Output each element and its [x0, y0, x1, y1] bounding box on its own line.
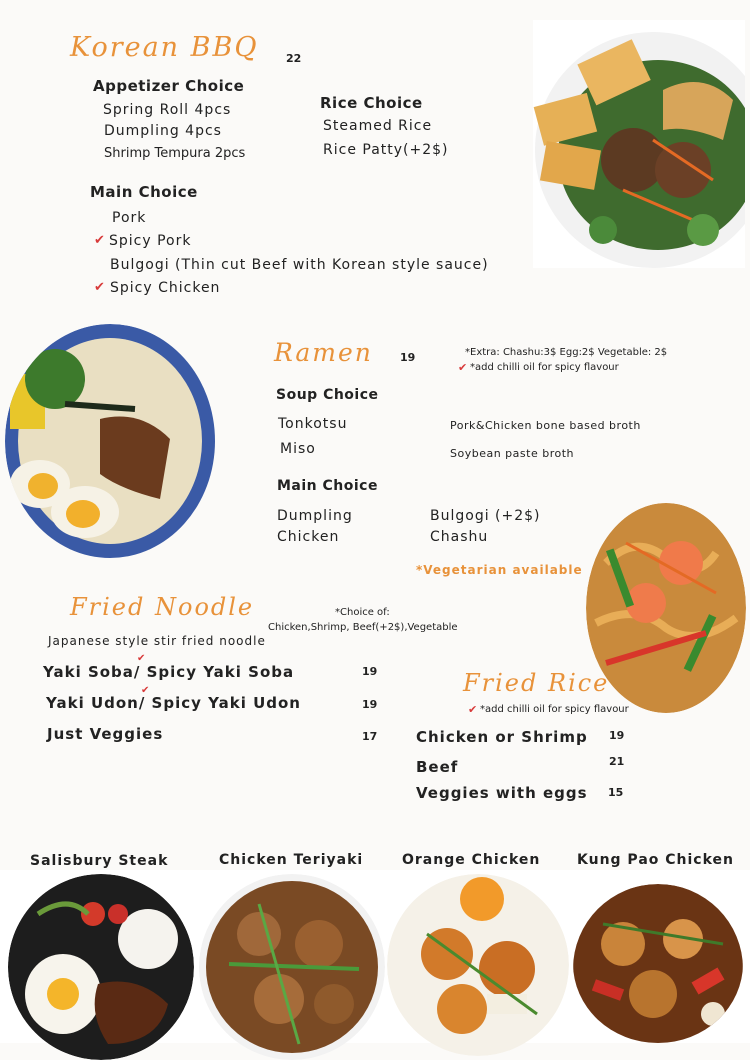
- rice-item: Steamed Rice: [323, 118, 433, 134]
- fried-rice-item: Chicken or Shrimp: [416, 728, 588, 746]
- kung-pao-chicken-photo: [573, 884, 743, 1043]
- ramen-photo: [5, 324, 216, 559]
- bbq-main-item: Spicy Chicken: [110, 280, 221, 296]
- plate-name: Salisbury Steak: [30, 853, 169, 869]
- checkmark-icon: ✔: [137, 653, 146, 664]
- appetizer-heading: Appetizer Choice: [93, 77, 245, 95]
- plate-name: Orange Chicken: [402, 852, 541, 868]
- checkmark-icon: ✔: [458, 361, 468, 374]
- plate-name: Chicken Teriyaki: [219, 852, 364, 868]
- noodle-item: Just Veggies: [47, 725, 164, 743]
- fried-noodle-photo: [586, 503, 746, 713]
- rice-heading: Rice Choice: [320, 94, 423, 112]
- soup-desc: Pork&Chicken bone based broth: [450, 419, 641, 432]
- noodle-choice-note: *Choice of:: [335, 607, 390, 618]
- noodle-subtitle: Japanese style stir fried noodle: [48, 634, 266, 648]
- checkmark-icon: ✔: [141, 685, 150, 696]
- noodle-choice-list: Chicken,Shrimp, Beef(+2$),Vegetable: [268, 622, 458, 633]
- korean-bbq-title: Korean BBQ: [70, 32, 259, 63]
- soup-heading: Soup Choice: [276, 387, 379, 403]
- fried-rice-title: Fried Rice: [463, 669, 610, 697]
- checkmark-icon: ✔: [94, 280, 105, 295]
- ramen-chilli-note: *add chilli oil for spicy flavour: [470, 362, 619, 373]
- fried-rice-item: Beef: [416, 758, 459, 776]
- soup-name: Miso: [280, 441, 316, 457]
- ramen-main-item: Chicken: [277, 529, 340, 545]
- ramen-main-item: Dumpling: [277, 508, 353, 524]
- fried-noodle-title: Fried Noodle: [70, 593, 255, 621]
- ramen-main-item: Chashu: [430, 529, 489, 545]
- noodle-price: 19: [362, 698, 378, 711]
- rice-chilli-note: *add chilli oil for spicy flavour: [480, 704, 629, 715]
- noodle-item: Yaki Soba/ Spicy Yaki Soba: [43, 663, 295, 681]
- bbq-main-heading: Main Choice: [90, 183, 198, 201]
- ramen-main-item: Bulgogi (+2$): [430, 508, 541, 524]
- appetizer-item: Shrimp Tempura 2pcs: [104, 146, 246, 161]
- appetizer-item: Dumpling 4pcs: [104, 123, 222, 139]
- ramen-main-heading: Main Choice: [277, 478, 378, 494]
- vegetarian-note: *Vegetarian available: [416, 563, 583, 577]
- soup-desc: Soybean paste broth: [450, 447, 574, 460]
- noodle-price: 17: [362, 730, 378, 743]
- fried-rice-price: 15: [608, 786, 624, 799]
- korean-bbq-photo: [533, 20, 745, 268]
- noodle-price: 19: [362, 665, 378, 678]
- ramen-title: Ramen: [274, 338, 373, 367]
- fried-rice-price: 19: [609, 729, 625, 742]
- fried-rice-item: Veggies with eggs: [416, 784, 588, 802]
- chicken-teriyaki-photo: [199, 874, 385, 1060]
- ramen-price: 19: [400, 351, 416, 364]
- bbq-main-item: Pork: [112, 210, 147, 226]
- ramen-extra-note: *Extra: Chashu:3$ Egg:2$ Vegetable: 2$: [465, 347, 668, 358]
- checkmark-icon: ✔: [94, 233, 105, 248]
- salisbury-steak-photo: [8, 874, 194, 1060]
- bbq-main-item: Spicy Pork: [109, 233, 192, 249]
- appetizer-item: Spring Roll 4pcs: [103, 102, 232, 118]
- rice-item: Rice Patty(+2$): [323, 142, 449, 158]
- checkmark-icon: ✔: [468, 703, 478, 716]
- plate-name: Kung Pao Chicken: [577, 852, 734, 868]
- orange-chicken-photo: [387, 874, 569, 1056]
- noodle-item: Yaki Udon/ Spicy Yaki Udon: [46, 694, 301, 712]
- soup-name: Tonkotsu: [278, 416, 348, 432]
- bbq-main-item: Bulgogi (Thin cut Beef with Korean style sauce): [110, 257, 489, 273]
- fried-rice-price: 21: [609, 755, 625, 768]
- korean-bbq-price: 22: [286, 52, 302, 65]
